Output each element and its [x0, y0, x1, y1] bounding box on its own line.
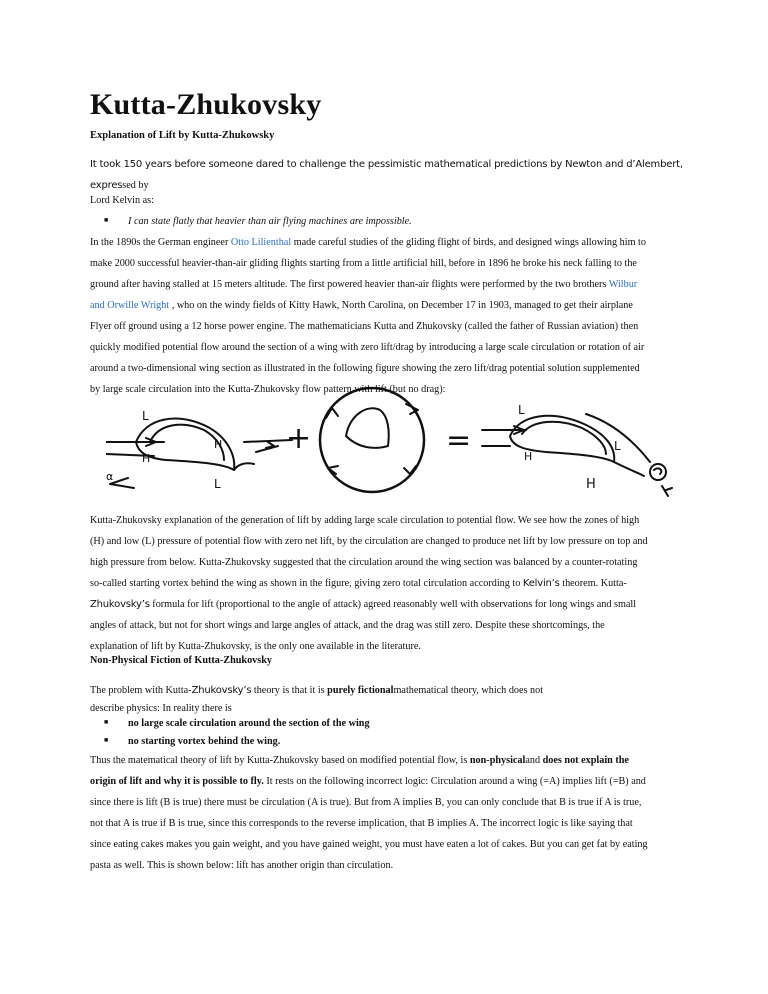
page-subtitle: Explanation of Lift by Kutta-Zhukowsky [90, 130, 275, 141]
text-run: made careful studies of the gliding flight of birds, and designed wings allowing him to [291, 237, 646, 248]
text-run: so-called starting vortex behind the wing as shown in the figure, giving zero total circulation according to [90, 578, 523, 589]
text-run: , who on the windy fields of Kitty Hawk, North Carolina, on December 17 in 1903, managed to get their airplane [169, 300, 633, 311]
text-line: pasta as well. This is shown below: lift has another origin than circulation. [90, 860, 394, 871]
bullet-marker-icon: ■ [104, 736, 109, 744]
text-line: Kutta-Zhukovsky explanation of the generation of lift by adding large scale circulation to potential flow. We see how the zones of high [90, 515, 640, 526]
link-wright-brothers-1[interactable]: Wilbur [608, 279, 638, 290]
paragraph-problem [90, 680, 686, 719]
starting-vortex [650, 464, 666, 480]
flow-line-right-in [482, 426, 526, 434]
text-run: mathematical theory, which does not [393, 685, 544, 696]
circulation-arrow-right [404, 466, 416, 474]
paragraph-history [90, 232, 686, 400]
text-run: Thus the matematical theory of lift by Kutta-Zhukovsky based on modified potential flow, is [90, 755, 470, 766]
text-run-bold: non-physical [469, 755, 526, 766]
label-L-right: L [614, 439, 621, 453]
text-line: quickly modified potential flow around the section of a wing with zero lift/drag by introducing a large scale circulation or rotation of air [90, 342, 645, 353]
paragraph-logic [90, 750, 686, 876]
kutta-zhukovsky-figure [106, 384, 686, 500]
bullet-item-2 [104, 736, 280, 747]
bullet-text: no starting vortex behind the wing. [128, 736, 281, 747]
paragraph-figure-caption [90, 510, 686, 657]
text-run: It rests on the following incorrect logic: Circulation around a wing (=A) implies lift (=B) and [263, 776, 646, 787]
wing-center-outline [346, 408, 389, 448]
flow-line-left-out-2 [244, 440, 292, 442]
text-run-bold: purely fictional [327, 685, 394, 696]
text-line: angles of attack, but not for short wings and large angles of attack, and the drag was still zero. Despite these shortcomings, the [90, 620, 605, 631]
quote-text: I can state flatly that heavier than air flying machines are impossible. [128, 216, 412, 227]
text-line: around a two-dimensional wing section as illustrated in the following figure showing the zero lift/drag potential solution supplemented [90, 363, 640, 374]
label-L-top-right: L [518, 403, 525, 417]
text-run: In the 1890s the German engineer [90, 237, 231, 248]
bullet-marker-icon: ■ [104, 216, 109, 224]
link-wright-brothers-2[interactable]: and Orwille Wright [90, 300, 170, 311]
section-heading-non-physical: Non-Physical Fiction of Kutta-Zhukovsky [90, 655, 272, 666]
text-line: Flyer off ground using a 12 horse power engine. The mathematicians Kutta and Zhukovsky (called the father of Russian aviation) then [90, 321, 639, 332]
flow-line-left-out [234, 442, 278, 470]
equals-sign: = [446, 423, 472, 458]
text-run: theorem. Kutta- [559, 578, 627, 589]
text-line: explanation of lift by Kutta-Zhukovsky, is the only one available in the literature. [90, 641, 421, 652]
bullet-marker-icon: ■ [104, 718, 109, 726]
quote-bullet [104, 216, 412, 227]
circulation-arrow-bottom-left [328, 466, 338, 474]
text-line: (H) and low (L) pressure of potential flow with zero net lift, by the circulation are changed to produce net lift by low pressure on top and [90, 536, 648, 547]
label-L-bottom-left: L [214, 477, 221, 491]
text-line: since there is lift (B is true) there must be circulation (A is true). But from A implies B, you can only conclude that B is true if A is true, [90, 797, 642, 808]
intro-paragraph [90, 154, 686, 211]
flow-line-right-out [614, 462, 644, 476]
text-line: by large scale circulation into the Kutta-Zhukovsky flow pattern with lift (but no drag): [90, 384, 446, 395]
text-run-handwritten: Kelvin’s [522, 578, 560, 589]
label-H-bottom-right: H [586, 477, 596, 492]
vortex-tail-mark [662, 486, 672, 496]
text-run: The problem with Kutta- [90, 685, 192, 696]
intro-line2: Lord Kelvin as: [90, 195, 154, 206]
link-otto-lilienthal[interactable]: Otto Lilienthal [230, 237, 292, 248]
label-alpha: α [106, 470, 114, 483]
intro-text-tail: sed by [122, 180, 149, 191]
text-run: and [525, 755, 543, 766]
text-run: formula for lift (proportional to the angle of attack) agreed reasonably well with observations for long wings and small [149, 599, 637, 610]
label-H-mid-left: H [214, 438, 223, 451]
text-run-bold: origin of lift and why it is possible to fly. [90, 776, 264, 787]
text-run: theory is that it is [251, 685, 328, 696]
page-title: Kutta-Zhukovsky [90, 88, 322, 121]
circulation-circle [320, 388, 424, 492]
label-H-low-left: H [142, 452, 151, 465]
text-line: make 2000 successful heavier-than-air gliding flights starting from a little artificial hill, before in 1896 he broke his neck falling to the [90, 258, 637, 269]
text-run-handwritten: Zhukovsky’s [191, 685, 252, 696]
intro-text-handwritten: It took 150 years before someone dared to challenge the pessimistic mathematical predictions by Newton and d’Alembert, expres [90, 159, 683, 191]
label-H-right: H [524, 450, 533, 463]
text-line: high pressure from below. Kutta-Zhukovsky suggested that the circulation around the wing section was balanced by a counter-rotating [90, 557, 638, 568]
starting-vortex-inner [654, 468, 661, 474]
bullet-item-1 [104, 718, 370, 729]
text-line: describe physics: In reality there is [90, 703, 232, 714]
wing-right-inner [522, 422, 606, 454]
angle-of-attack-mark [110, 478, 134, 488]
bullet-text: no large scale circulation around the section of the wing [128, 718, 370, 729]
text-run: ground after having stalled at 15 meters altitude. The first powered heavier than-air flights were performed by the two brothers [90, 279, 609, 290]
plus-sign: + [286, 421, 312, 456]
text-line: since eating cakes makes you gain weight, and you have gained weight, you must have eaten a lot of cakes. But you can get fat by eating [90, 839, 648, 850]
label-L-top-left: L [142, 409, 149, 423]
text-line: not that A is true if B is true, since this corresponds to the reverse implication, that B implies A. The incorrect logic is like saying that [90, 818, 633, 829]
text-run-bold: does not explain the [542, 755, 629, 766]
text-run-handwritten: Zhukovsky’s [90, 599, 150, 610]
